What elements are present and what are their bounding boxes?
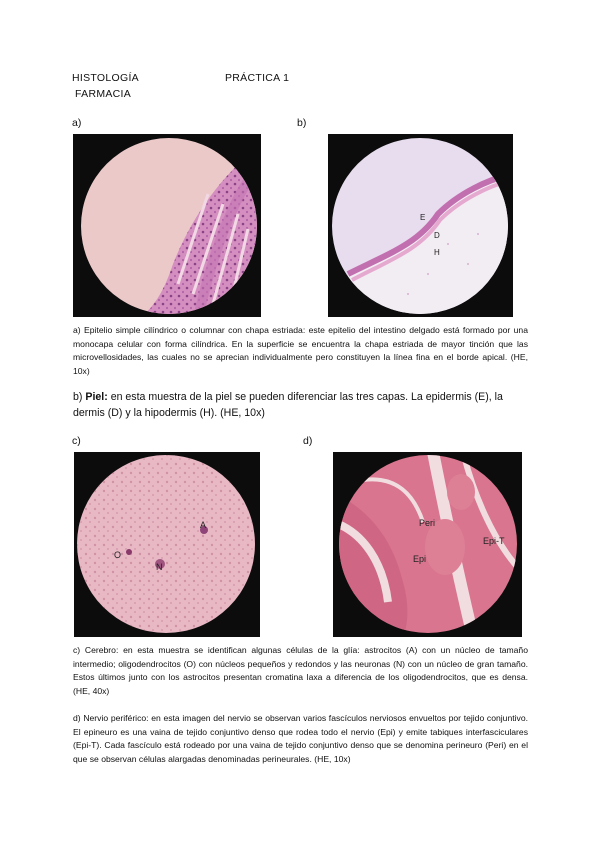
caption-b-text: en esta muestra de la piel se pueden diferenciar las tres capas. La epidermis (E), la dermis (D) y la hipodermis (H). (HE, 10x) [73, 391, 503, 419]
annotation-E: E [420, 213, 426, 222]
annotation-Peri: Peri [419, 518, 436, 528]
micrograph-skin [328, 134, 513, 317]
figure-c-label: c) [72, 435, 81, 447]
micrograph-brain [74, 452, 260, 637]
micrograph-intestine [73, 134, 261, 317]
figure-d-label: d) [303, 435, 313, 447]
figure-a-label: a) [72, 117, 82, 129]
caption-a: a) Epitelio simple cilíndrico o columnar con chapa estriada: este epitelio del intestino delgado está formado por una monocapa celular con forma cilíndrica. En la superficie se encuentra la chapa estriada de mayor tinción que las microvellosidades, las cuales no se aprecian individualmente pero constituyen la línea fina en el borde apical. (HE, 10x) [73, 325, 528, 376]
annotation-A: A [200, 520, 207, 530]
annotation-D: D [434, 231, 440, 240]
annotation-N: N [156, 562, 163, 572]
caption-d: d) Nervio periférico: en esta imagen del nervio se observan varios fascículos nerviosos envueltos por tejido conjuntivo. El epineuro es una vaina de tejido conjuntivo denso que rodea todo el nervio (Epi) y emite tabiques interfasciculares (Epi-T). Cada fascículo está rodeado por una vaina de tejido conjuntivo denso que se denomina perineuro (Peri) en el que se observan células alargadas denominadas perineurales. (HE, 10x) [73, 713, 528, 764]
annotation-Epi-T: Epi-T [483, 536, 505, 546]
caption-b-bold: Piel: [85, 391, 108, 403]
micrograph-nerve [333, 452, 522, 637]
caption-c: c) Cerebro: en esta muestra se identifican algunas células de la glía: astrocitos (A) con un núcleo de tamaño intermedio; oligodendrocitos (O) con núcleos pequeños y redondos y las neuronas (N) con un núcleo de gran tamaño. Estos últimos junto con los astrocitos presentan cromatina laxa a diferencia de los oligodendrocitos, que es densa. (HE, 40x) [73, 645, 528, 696]
annotation-Epi: Epi [413, 554, 427, 564]
annotation-H: H [434, 248, 440, 257]
caption-b-prefix: b) [73, 391, 86, 403]
degree-title: FARMACIA [75, 88, 132, 100]
course-title: HISTOLOGÍA [72, 72, 139, 84]
practice-title: PRÁCTICA 1 [225, 72, 290, 84]
annotation-O: O [114, 550, 122, 560]
figure-b-label: b) [297, 117, 307, 129]
caption-b [73, 389, 528, 421]
